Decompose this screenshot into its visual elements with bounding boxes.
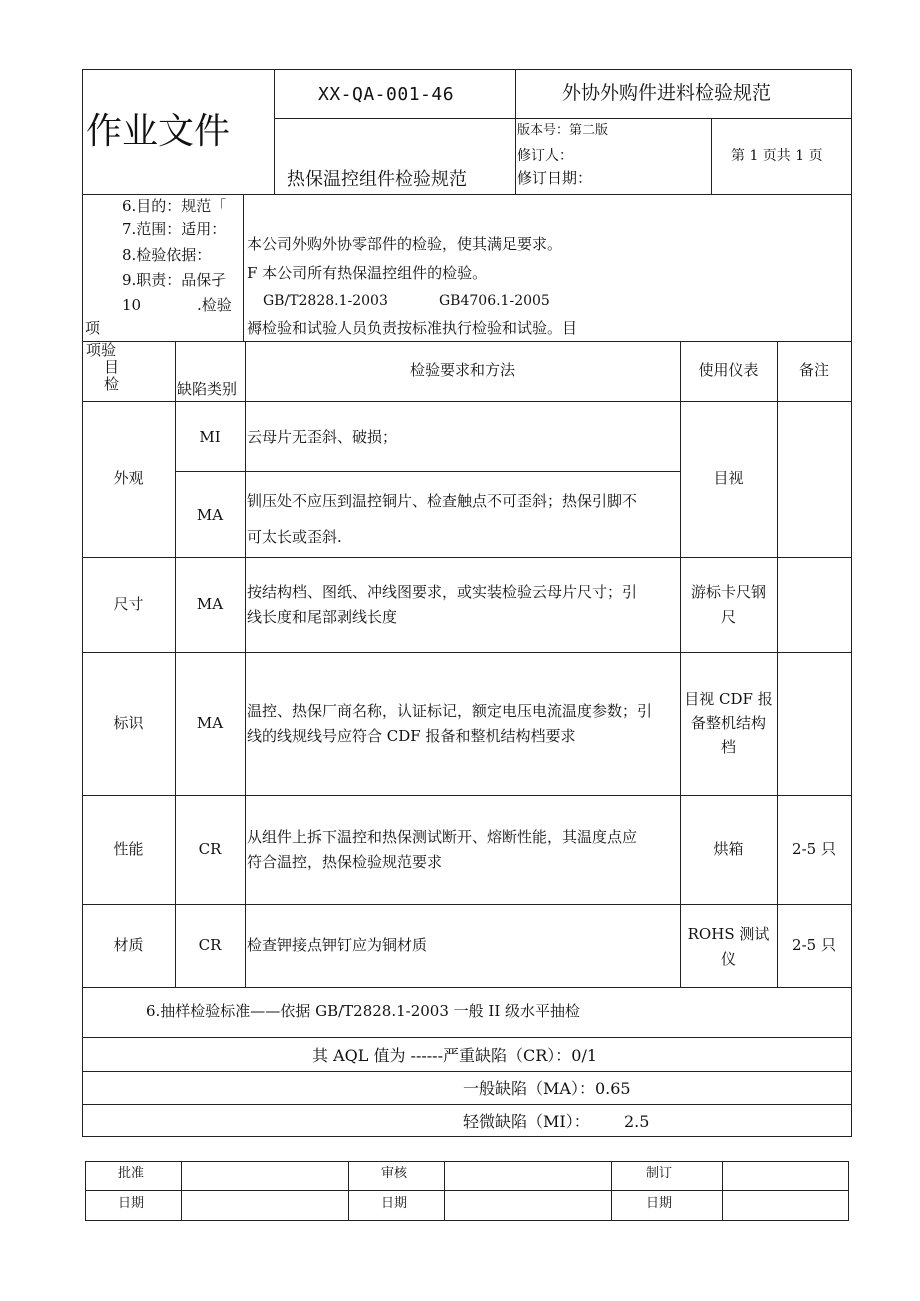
row-dimension-instrument-line1: 游标卡尺钢 bbox=[690, 583, 766, 601]
header-remark: 备注 bbox=[798, 361, 829, 379]
row-dimension-instrument-line2: 尺 bbox=[720, 608, 736, 626]
row-performance-instrument: 烘箱 bbox=[713, 840, 744, 858]
row-dimension-item: 尺寸 bbox=[113, 595, 144, 613]
sampling-aql-critical: 其 AQL 值为 ------严重缺陷（CR）：0/1 bbox=[312, 1046, 598, 1065]
row-performance-req-line2: 符合温控，热保检验规范要求 bbox=[247, 853, 443, 871]
header-item-c: 检 bbox=[104, 375, 120, 393]
intro-scope: 7.范围：适用： bbox=[122, 220, 227, 238]
signoff-make-label: 制订 bbox=[646, 1166, 673, 1181]
header-item-b: 目 bbox=[104, 358, 120, 376]
intro-purpose-text: 本公司外购外协零部件的检验，使其满足要求。 bbox=[247, 235, 563, 253]
sampling-standard: 6.抽样检验标准——依据 GB/T2828.1-2003 一般 II 级水平抽检 bbox=[146, 1002, 581, 1020]
sampling-aql-minor-value: 2.5 bbox=[624, 1112, 650, 1131]
signoff-date-1-label: 日期 bbox=[118, 1196, 145, 1211]
spec-name: 热保温控组件检验规范 bbox=[287, 169, 467, 190]
signoff-date-2-label: 日期 bbox=[381, 1196, 408, 1211]
row-appearance-req-ma-line2: 可太长或歪斜. bbox=[247, 528, 342, 546]
row-marking-instrument-line1: 目视 CDF 报 bbox=[684, 690, 773, 708]
intro-basis-standard-1: GB/T2828.1-2003 bbox=[263, 293, 388, 309]
intro-basis-standard-2: GB4706.1-2005 bbox=[439, 293, 550, 309]
header-item-a: 项验 bbox=[86, 341, 117, 359]
row-appearance-defect-mi: MI bbox=[199, 428, 221, 446]
sampling-aql-major: 一般缺陷（MA）：0.65 bbox=[463, 1079, 631, 1098]
row-material-req: 检查钾接点钾钉应为铜材质 bbox=[247, 936, 428, 954]
row-material-item: 材质 bbox=[113, 936, 144, 954]
row-performance-item: 性能 bbox=[113, 840, 144, 858]
intro-basis: 8.检验依据： bbox=[122, 246, 212, 264]
header-method: 检验要求和方法 bbox=[409, 361, 515, 379]
row-dimension-req-line1: 按结构档、图纸、冲线图要求，或实装检验云母片尺寸；引 bbox=[247, 583, 638, 601]
row-marking-req-line2: 线的线规线号应符合 CDF 报备和整机结构档要求 bbox=[247, 727, 576, 745]
signoff-date-3-label: 日期 bbox=[646, 1196, 673, 1211]
revision-date-field: 修订日期： bbox=[517, 169, 593, 187]
row-appearance-req-mi: 云母片无歪斜、破损； bbox=[247, 428, 398, 446]
row-dimension-defect: MA bbox=[196, 595, 224, 613]
row-appearance-instrument: 目视 bbox=[713, 469, 744, 487]
reviser-field: 修订人： bbox=[517, 148, 573, 164]
row-material-defect: CR bbox=[198, 936, 222, 954]
document-code: XX-QA-001-46 bbox=[318, 84, 455, 105]
signoff-review-label: 审核 bbox=[381, 1166, 408, 1181]
intro-item-suffix: 项 bbox=[85, 319, 101, 337]
header-instrument: 使用仪表 bbox=[698, 361, 759, 379]
row-material-instrument-line1: ROHS 测试 bbox=[687, 925, 770, 943]
row-marking-instrument-line3: 档 bbox=[720, 738, 736, 756]
row-performance-req-line1: 从组件上拆下温控和热保测试断开、熔断性能，其温度点应 bbox=[247, 828, 638, 846]
version-field: 版本号：第二版 bbox=[517, 123, 609, 138]
intro-duty: 9.职责：品保孑 bbox=[122, 271, 227, 289]
header-defect-category: 缺陷类别 bbox=[177, 380, 238, 398]
document-category: 外协外购件进料检验规范 bbox=[562, 82, 772, 104]
row-dimension-req-line2: 线长度和尾部剥线长度 bbox=[247, 608, 398, 626]
row-marking-defect: MA bbox=[196, 714, 224, 732]
row-marking-req-line1: 温控、热保厂商名称，认证标记，额定电压电流温度参数；引 bbox=[247, 702, 653, 720]
row-material-instrument-line2: 仪 bbox=[720, 950, 736, 968]
row-appearance-item: 外观 bbox=[113, 469, 144, 487]
row-marking-instrument-line2: 备整机结构 bbox=[690, 714, 766, 732]
row-marking-item: 标识 bbox=[113, 714, 144, 732]
sampling-aql-minor-label: 轻微缺陷（MI）： bbox=[463, 1112, 590, 1131]
row-performance-defect: CR bbox=[198, 840, 222, 858]
page-info: 第 1 页共 1 页 bbox=[731, 148, 823, 164]
row-appearance-defect-ma: MA bbox=[196, 506, 224, 524]
intro-scope-text: F 本公司所有热保温控组件的检验。 bbox=[247, 264, 488, 282]
intro-purpose: 6.目的：规范「 bbox=[122, 197, 227, 215]
row-material-remark: 2-5 只 bbox=[792, 936, 836, 954]
intro-duty-text: 褥检验和试验人员负责按标准执行检验和试验。目 bbox=[247, 319, 578, 337]
row-appearance-req-ma-line1: 钏压处不应压到温控铜片、检查触点不可歪斜；热保引脚不 bbox=[247, 492, 638, 510]
intro-item-label: .检验 bbox=[197, 296, 232, 314]
signoff-approve-label: 批准 bbox=[118, 1166, 145, 1181]
document-title: 作业文件 bbox=[86, 111, 231, 152]
intro-item-number: 10 bbox=[122, 296, 142, 314]
row-performance-remark: 2-5 只 bbox=[792, 840, 836, 858]
